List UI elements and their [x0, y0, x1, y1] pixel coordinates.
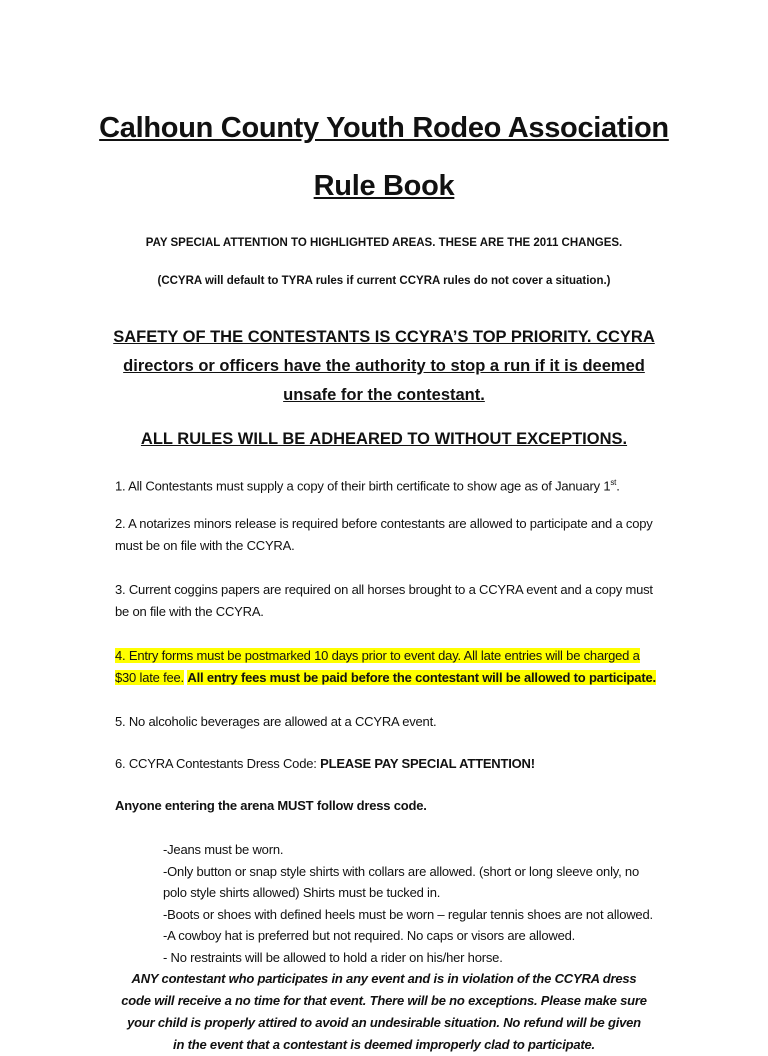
- dress-code-intro: Anyone entering the arena MUST follow dress code.: [115, 798, 427, 813]
- document-subtitle: Rule Book: [313, 170, 455, 202]
- rule-2: 2. A notarizes minors release is required before contestants are allowed to participate and a copy must be on file with the CCYRA.: [115, 516, 653, 553]
- dress-code-warning: ANY contestant who participates in any event and is in violation of the CCYRA dress code will receive a no time for that event. There will be no exceptions. Please make sure your child is properly attired to avoid an undesirable situation. No refund will be given in the event that a contestant is deemed improperly clad to participate.: [121, 971, 647, 1052]
- dress-code-item: - No restraints will be allowed to hold a rider on his/her horse.: [163, 949, 503, 965]
- rule-3: 3. Current coggins papers are required on all horses brought to a CCYRA event and a copy must be on file with the CCYRA.: [115, 582, 653, 619]
- dress-code-item: -Boots or shoes with defined heels must be worn – regular tennis shoes are not allowed.: [163, 906, 653, 922]
- rule-6: 6. CCYRA Contestants Dress Code: PLEASE PAY SPECIAL ATTENTION!: [115, 756, 535, 771]
- rule-1: 1. All Contestants must supply a copy of their birth certificate to show age as of January 1st.: [115, 478, 620, 494]
- dress-code-item: -Jeans must be worn.: [163, 842, 284, 857]
- dress-code-list: [163, 839, 663, 968]
- document-title: Calhoun County Youth Rodeo Association: [99, 112, 669, 144]
- safety-heading: SAFETY OF THE CONTESTANTS IS CCYRA’S TOP PRIORITY. CCYRA directors or officers have the authority to stop a run if it is deemed unsafe for the contestant.: [113, 328, 655, 404]
- changes-notice: PAY SPECIAL ATTENTION TO HIGHLIGHTED AREAS. THESE ARE THE 2011 CHANGES.: [145, 237, 623, 249]
- rule-5: 5. No alcoholic beverages are allowed at a CCYRA event.: [115, 714, 437, 729]
- no-exceptions-heading: ALL RULES WILL BE ADHEARED TO WITHOUT EXCEPTIONS.: [140, 430, 628, 448]
- default-rules-note: (CCYRA will default to TYRA rules if current CCYRA rules do not cover a situation.): [157, 275, 611, 287]
- rule-4: 4. Entry forms must be postmarked 10 days prior to event day. All late entries will be charged a $30 late fee. All entry fees must be paid before the contestant will be allowed to participate.: [115, 648, 656, 685]
- dress-code-item: -A cowboy hat is preferred but not required. No caps or visors are allowed.: [163, 928, 576, 943]
- dress-code-item: -Only button or snap style shirts with collars are allowed. (short or long sleeve only, no polo style shirts allowed) Shirts must be tucked in.: [163, 863, 639, 900]
